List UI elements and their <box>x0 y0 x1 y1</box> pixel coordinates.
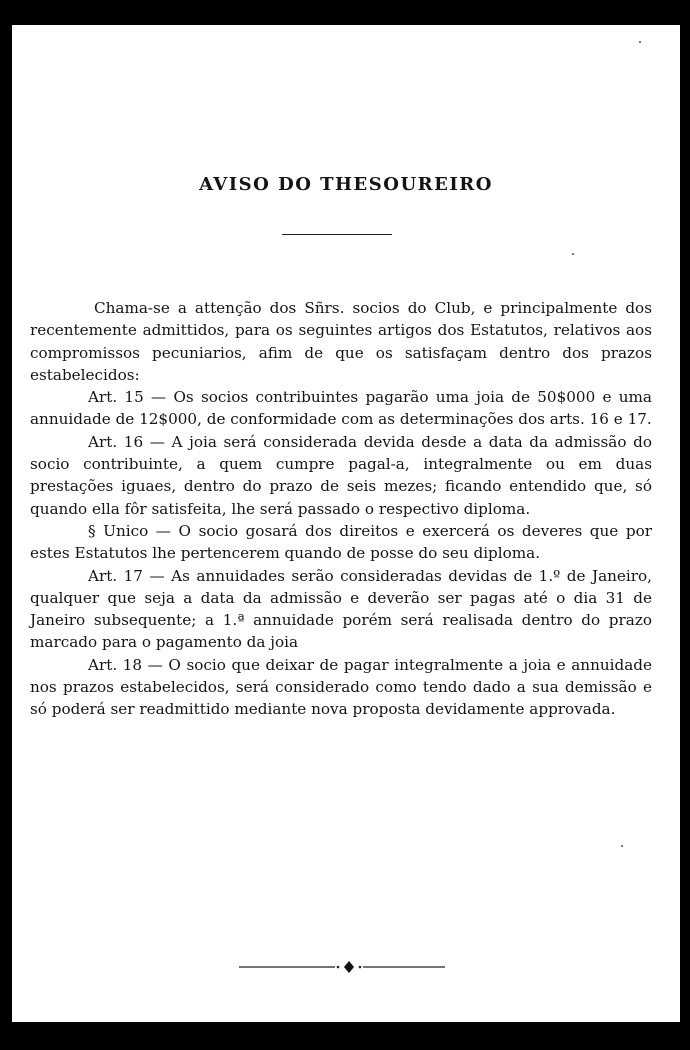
document-title: AVISO DO THESOUREIRO <box>199 174 493 195</box>
article-16-paragraph: Art. 16 — A joia será considerada devida desde a data da admissão do socio contribuinte, a quem cumpre pagal-a, integralmente ou em duas prestações iguaes, dentro do prazo de seis mezes; ficando entendido que, só quando ella fôr satisfeita, lhe será passado o respectivo diploma. <box>30 432 652 518</box>
paper-speck <box>572 253 574 255</box>
intro-paragraph: Chama-se a attenção dos Sñrs. socios do Club, e principalmente dos recentemente admittidos, para os seguintes artigos dos Estatutos, relativos aos compromissos pecuniarios, afim de que os satisfaçam dentro dos prazos estabelecidos: <box>30 299 652 384</box>
paper-speck <box>639 41 641 43</box>
article-17-paragraph: Art. 17 — As annuidades serão consideradas devidas de 1.º de Janeiro, qualquer que seja a data da admissão e deverão ser pagas até o dia 31 de Janeiro subsequente; a 1.ª annuidade porém será realisada dentro do prazo marcado para o pagamento da joia <box>30 566 652 652</box>
article-15-paragraph: Art. 15 — Os socios contribuintes pagarão uma joia de 50$000 e uma annuidade de 12$000, de conformidade com as determinações dos arts. 16 e 17. <box>30 388 652 429</box>
document-page <box>12 25 680 1022</box>
end-ornament-icon <box>237 957 447 977</box>
document-body <box>30 297 652 721</box>
paragraph-unico: § Unico — O socio gosará dos direitos e exercerá os deveres que por estes Estatutos lhe pertencerem quando de posse do seu diploma. <box>30 521 652 563</box>
title-divider <box>282 234 392 235</box>
article-18-paragraph: Art. 18 — O socio que deixar de pagar integralmente a joia e annuidade nos prazos estabelecidos, será considerado como tendo dado a sua demissão e só poderá ser readmittido mediante nova proposta devidamente approvada. <box>30 655 652 719</box>
paper-speck <box>621 845 623 847</box>
